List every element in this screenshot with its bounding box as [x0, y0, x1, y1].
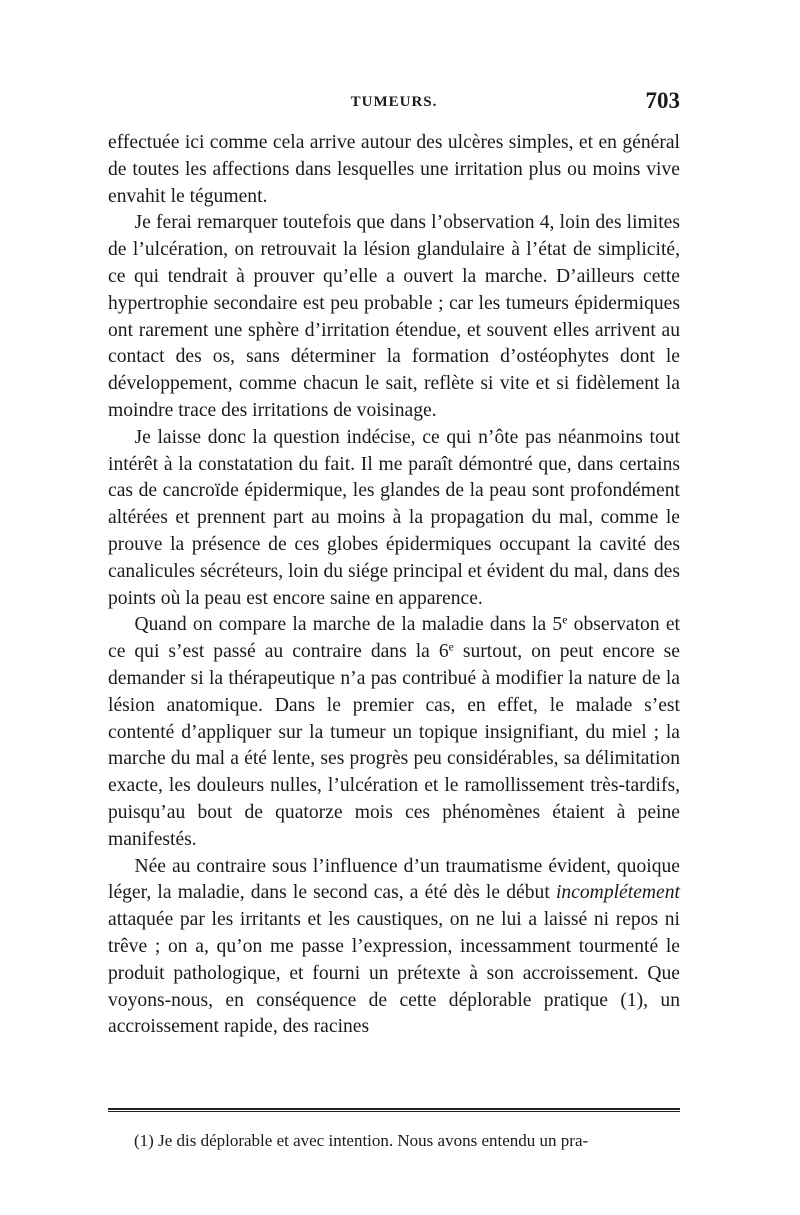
- text-run: Je ferai remarquer toutefois que dans l’observation 4, loin des limites de l’ulcération, on retrouvait la lésion glandulaire à l’état de simplicité, ce qui tendrait à prouver qu’elle a ouvert la marche. D’ailleurs cette hypertrophie secondaire est peu probable ; car les tumeurs épidermiques ont rarement une sphère d’irritation étendue, et souvent elles arrivent au contact des os, sans déterminer la formation d’ostéophytes dont le développement, comme chacun le sait, reflète si vite et si fidèlement la moindre trace des irritations de voisinage.: [108, 212, 680, 421]
- footnote: (1) Je dis déplorable et avec intention. Nous avons entendu un pra-: [134, 1131, 589, 1150]
- text-run: Née au contraire sous l’influence d’un traumatisme évident, quoique léger, la maladie, dans le second cas, a été dès le début: [108, 855, 680, 904]
- superscript: e: [448, 640, 454, 654]
- text-run: Je laisse donc la question indécise, ce qui n’ôte pas néanmoins tout intérêt à la constatation du fait. Il me paraît démontré que, dans certains cas de cancroïde épidermique, les glandes de la peau sont profondément altérées et prennent part au moins à la propagation du mal, comme le prouve la présence de ces globes épidermiques occupant la cavité des canalicules sécréteurs, loin du siége principal et évident du mal, dans des points où la peau est encore saine en apparence.: [108, 426, 680, 609]
- running-title: TUMEURS.: [350, 94, 438, 110]
- running-header: [108, 88, 680, 130]
- text-run: surtout, on peut encore se demander si la thérapeutique n’a pas contribué à modifier la nature de la lésion anatomique. Dans le premier cas, en effet, le malade s’est contenté d’appliquer sur la tumeur un topique insignifiant, du miel ; la marche du mal a été lente, ses progrès peu considérables, sa délimitation exacte, les douleurs nulles, l’ulcération et le ramollissement très-tardifs, puisqu’au bout de quatorze mois ces phénomènes étaient à peine manifestés.: [108, 641, 680, 850]
- paragraph: [108, 210, 680, 424]
- paragraph: [108, 854, 680, 1042]
- text-run: attaquée par les irritants et les caustiques, on ne lui a laissé ni repos ni trêve ; on a, qu’on me passe l’expression, incessamment tourmenté le produit pathologique, et fourni un prétexte à son accroissement. Que voyons-nous, en conséquence de cette déplorable pratique (1), un accroissement rapide, des racines: [108, 909, 680, 1038]
- paragraph: [108, 612, 680, 853]
- footnote-separator: [108, 1108, 680, 1112]
- paragraph: [108, 425, 680, 613]
- page-number: 703: [645, 88, 680, 113]
- paragraph: [108, 130, 680, 210]
- superscript: e: [562, 613, 568, 627]
- book-page: [108, 88, 680, 1041]
- emphasis-text: incomplétement: [555, 882, 680, 904]
- text-run: observaton et ce qui s’est passé au contraire dans la 6: [108, 614, 680, 663]
- text-run: effectuée ici comme cela arrive autour des ulcères simples, et en général de toutes les affections dans lesquelles une irritation plus ou moins vive envahit le tégument.: [108, 132, 680, 207]
- body-text: [108, 130, 680, 1041]
- text-run: Quand on compare la marche de la maladie dans la 5: [134, 614, 563, 636]
